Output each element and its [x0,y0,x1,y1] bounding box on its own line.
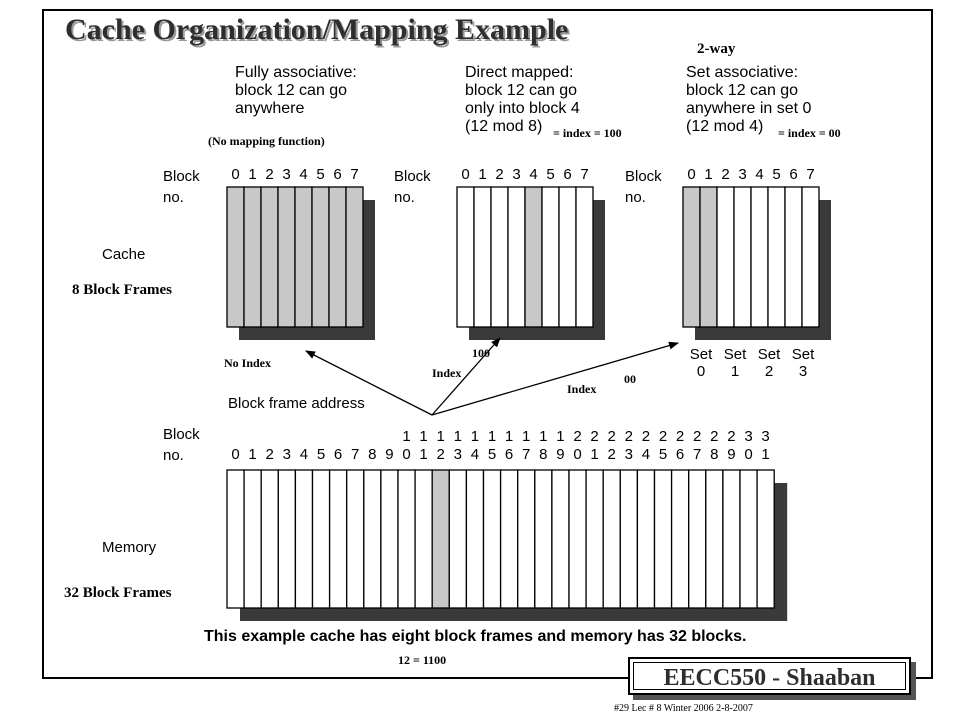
two-way-label: 2-way [697,41,736,57]
cache-frame-direct-3 [508,187,525,327]
cache-frame-set-4 [751,187,768,327]
block12-binary: 12 = 1100 [398,653,447,667]
set-label-2: Set 2 [757,346,781,380]
memory-block-number-units: 1 [419,446,428,463]
memory-block-number-units: 7 [351,446,360,463]
memory-frame-27 [689,470,706,608]
cache-block-number: 2 [721,166,730,183]
memory-frame-30 [740,470,757,608]
cache-frame-set-7 [802,187,819,327]
memory-block-number-tens: 2 [590,428,599,445]
memory-block-number-units: 3 [453,446,462,463]
memory-frame-28 [706,470,723,608]
memory-frame-20 [569,470,586,608]
cache-frame-fully-7 [346,187,363,327]
no-mapping-function-note: (No mapping function) [208,134,325,148]
memory-frame-8 [364,470,381,608]
cache-block-number: 0 [231,166,240,183]
memory-block-number-units: 6 [333,446,343,463]
caption: This example cache has eight block frames and memory has 32 blocks. [204,628,747,645]
cache-frame-fully-6 [329,187,346,327]
cache-block-number: 6 [333,166,342,183]
memory-block-number-tens: 2 [624,428,633,445]
set-index-label: Index [567,382,597,396]
direct-mapped-description: Direct mapped: block 12 can go only into block 4 (12 mod 8) [465,64,580,135]
memory-frame-4 [295,470,312,608]
memory-block-number-tens: 2 [641,428,651,445]
memory-block-number-tens: 1 [487,428,497,445]
cache-block-number: 4 [755,166,764,183]
memory-frame-2 [261,470,278,608]
cache-block-number: 1 [248,166,257,183]
memory-frame-12 [432,470,449,608]
cache-block-number: 1 [704,166,713,183]
memory-frames-label: 32 Block Frames [64,585,172,601]
cache-frame-set-0 [683,187,700,327]
memory-block-number-units: 6 [675,446,685,463]
cache-block-number: 2 [495,166,504,183]
cache-frame-fully-3 [278,187,295,327]
cache-block-number: 5 [772,166,781,183]
cache-block-number: 7 [580,166,589,183]
memory-block-number-units: 2 [265,446,274,463]
cache-block-number: 3 [282,166,291,183]
memory-block-number-tens: 2 [573,428,582,445]
set-index-note: = index = 00 [778,126,841,140]
memory-block-number-units: 8 [539,446,548,463]
memory-frame-21 [586,470,603,608]
memory-block-number-units: 5 [487,446,497,463]
memory-block-number-units: 0 [573,446,582,463]
memory-block-number-tens: 1 [470,428,480,445]
memory-block-number-units: 9 [385,446,394,463]
memory-block-number-units: 7 [522,446,531,463]
memory-frame-6 [330,470,347,608]
memory-frame-0 [227,470,244,608]
memory-block-number-units: 0 [402,446,411,463]
set-label-0: Set 0 [689,346,713,380]
memory-block-number-units: 4 [299,446,309,463]
memory-frame-5 [313,470,330,608]
arrow-to-fully-associative [306,351,432,415]
logo-text: EECC550 - Shaaban [663,665,876,691]
memory-block-number-tens: 3 [761,428,770,445]
memory-block-number-tens: 2 [710,428,719,445]
direct-index-note: = index = 100 [553,126,622,140]
cache-frame-set-6 [785,187,802,327]
memory-frame-13 [449,470,466,608]
memory-block-number-tens: 1 [419,428,428,445]
memory-frame-26 [672,470,689,608]
memory-block-number-tens: 2 [727,428,736,445]
memory-block-number-units: 1 [590,446,599,463]
memory-frame-19 [552,470,569,608]
cache-frame-direct-7 [576,187,593,327]
memory-frame-11 [415,470,432,608]
cache-frame-direct-5 [542,187,559,327]
memory-block-number-units: 3 [282,446,291,463]
cache-block-number: 0 [687,166,696,183]
memory-block-number-units: 7 [693,446,702,463]
memory-block-number-units: 0 [231,446,240,463]
block-no-label-memory: Block no. [163,426,200,464]
slide-footer: #29 Lec # 8 Winter 2006 2-8-2007 [614,703,753,714]
cache-block-number: 7 [806,166,815,183]
memory-block-number-tens: 1 [522,428,531,445]
cache-frame-set-2 [717,187,734,327]
cache-frame-fully-4 [295,187,312,327]
memory-frame-10 [398,470,415,608]
cache-frame-set-1 [700,187,717,327]
memory-frame-1 [244,470,261,608]
memory-block-number-units: 8 [710,446,719,463]
memory-block-number-units: 2 [436,446,445,463]
cache-frame-fully-1 [244,187,261,327]
direct-index-label: Index [432,366,462,380]
cache-frame-direct-6 [559,187,576,327]
block-frame-address-label: Block frame address [228,395,365,412]
memory-block-number-units: 3 [624,446,633,463]
memory-block-number-units: 5 [658,446,668,463]
memory-block-number-units: 1 [248,446,257,463]
memory-block-number-units: 9 [556,446,565,463]
arrow-to-direct-mapped [432,338,500,415]
memory-block-number-units: 9 [727,446,736,463]
cache-frame-direct-0 [457,187,474,327]
cache-frame-direct-4 [525,187,542,327]
cache-block-number: 2 [265,166,274,183]
set-label-3: Set 3 [791,346,815,380]
block-no-label-set: Block no. [625,168,662,206]
memory-block-number-tens: 2 [675,428,685,445]
memory-block-number-tens: 2 [607,428,616,445]
memory-block-number-units: 2 [607,446,616,463]
no-index-label: No Index [224,356,272,370]
cache-frame-fully-2 [261,187,278,327]
memory-block-number-tens: 2 [658,428,668,445]
memory-block-number-units: 6 [504,446,514,463]
memory-frame-15 [484,470,501,608]
block-no-label-direct: Block no. [394,168,431,206]
cache-block-number: 3 [512,166,521,183]
memory-frame-9 [381,470,398,608]
memory-frame-25 [655,470,672,608]
memory-block-number-tens: 1 [504,428,514,445]
memory-frame-31 [757,470,774,608]
memory-block-number-units: 8 [368,446,377,463]
memory-frame-17 [518,470,535,608]
cache-block-number: 6 [789,166,798,183]
set-label-1: Set 1 [723,346,747,380]
cache-block-number: 3 [738,166,747,183]
cache-frame-fully-0 [227,187,244,327]
direct-index-value: 100 [472,346,490,360]
memory-block-number-tens: 3 [744,428,753,445]
cache-block-number: 4 [529,166,538,183]
cache-frames-label: 8 Block Frames [72,282,172,298]
memory-box [227,470,787,621]
mapping-arrows [306,338,678,415]
memory-frame-23 [620,470,637,608]
memory-block-number-tens: 1 [539,428,548,445]
cache-block-number: 6 [563,166,572,183]
cache-label: Cache [102,246,146,263]
memory-block-number-tens: 1 [436,428,445,445]
page-title: Cache Organization/Mapping Example [65,13,569,46]
set-index-value: 00 [624,372,636,386]
memory-frame-22 [603,470,620,608]
cache-block-number: 4 [299,166,308,183]
memory-label: Memory [102,539,157,556]
cache-block-number: 0 [461,166,470,183]
memory-frame-18 [535,470,552,608]
memory-block-number-units: 1 [761,446,770,463]
memory-frame-14 [466,470,483,608]
block-no-label-fully: Block no. [163,168,200,206]
memory-frame-29 [723,470,740,608]
set-associative-description: Set associative: block 12 can go anywhere in set 0 (12 mod 4) [686,64,812,135]
cache-frame-set-3 [734,187,751,327]
cache-frame-set-5 [768,187,785,327]
memory-frame-3 [278,470,295,608]
cache-frame-fully-5 [312,187,329,327]
memory-block-number-tens: 1 [453,428,462,445]
memory-frame-24 [637,470,654,608]
memory-frame-7 [347,470,364,608]
memory-block-number-tens: 1 [556,428,565,445]
memory-block-number-tens: 2 [693,428,702,445]
memory-block-number-tens: 1 [402,428,411,445]
cache-block-number: 1 [478,166,487,183]
cache-block-number: 7 [350,166,359,183]
cache-block-number: 5 [316,166,325,183]
memory-block-number-units: 4 [470,446,480,463]
memory-block-number-units: 0 [744,446,753,463]
cache-frame-direct-1 [474,187,491,327]
cache-boxes [227,187,831,340]
cache-frame-direct-2 [491,187,508,327]
memory-frame-16 [501,470,518,608]
memory-block-number-units: 4 [641,446,651,463]
memory-block-number-units: 5 [316,446,326,463]
fully-associative-description: Fully associative: block 12 can go anywhere [235,64,357,117]
arrow-to-set-associative [432,343,678,415]
cache-block-number: 5 [546,166,555,183]
